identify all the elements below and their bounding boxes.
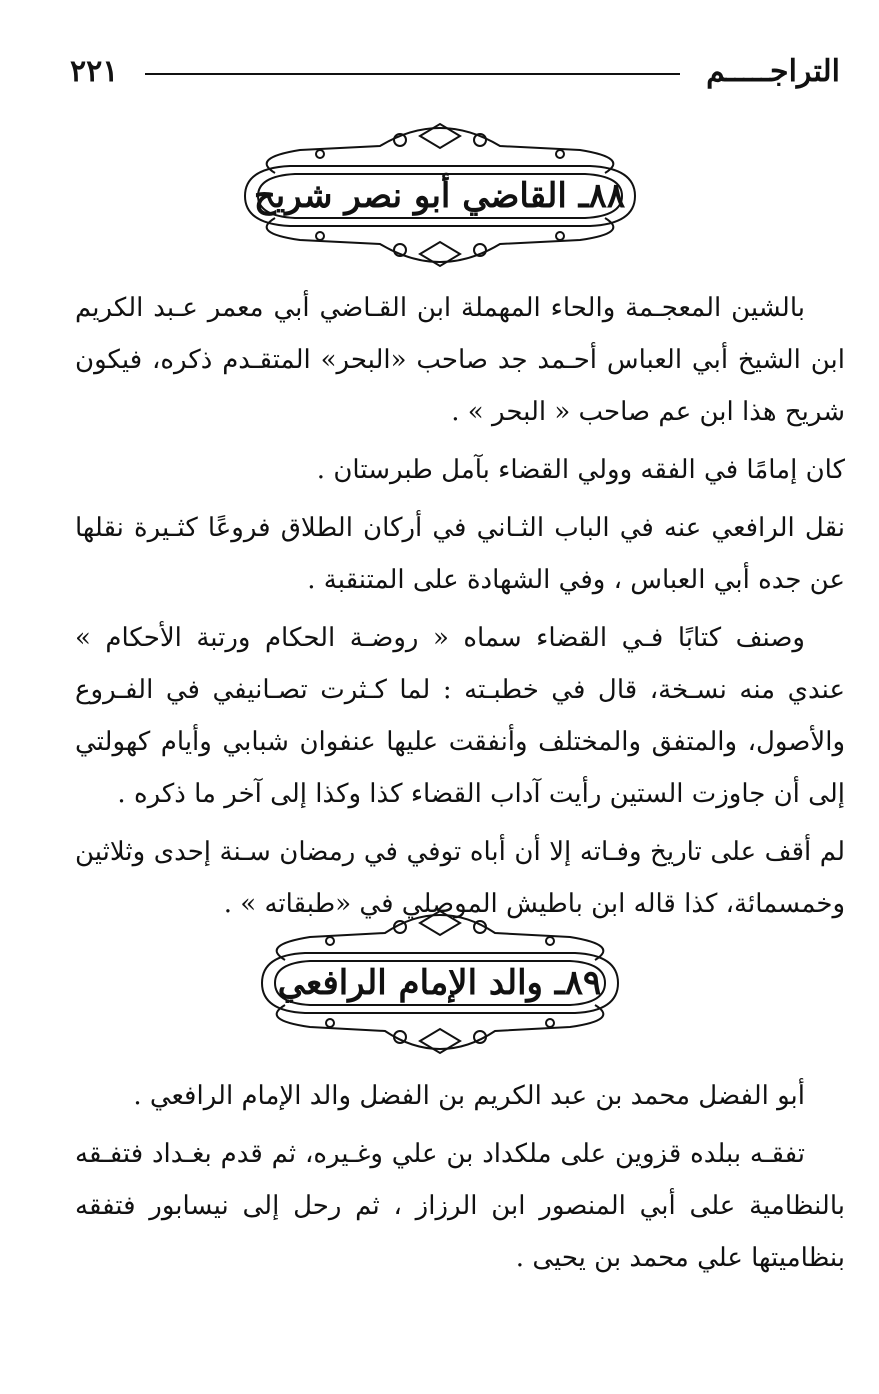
- entry-body-89: [75, 1070, 845, 1290]
- paragraph: لم أقف على تاريخ وفـاته إلا أن أباه توفي في رمضان سـنة إحدى وثلاثين وخمسمائة، كذا قاله ابن باطيش الموصلي في «طبقاته » .: [75, 837, 845, 919]
- paragraph: بالشين المعجـمة والحاء المهملة ابن القـاضي أبي معمر عـبد الكريم ابن الشيخ أبي العباس أحـمد جد صاحب «البحر» المتقـدم ذكره، فيكون شريح هذا ابن عم صاحب « البحر » .: [75, 293, 845, 427]
- running-title: التراجـــــم: [706, 54, 840, 89]
- entry-title-frame-88: [0, 118, 879, 268]
- page-header: [70, 52, 840, 96]
- entry-title: ٨٩ـ والد الإمام الرافعي: [277, 963, 602, 1003]
- entry-title-frame-89: [0, 905, 879, 1055]
- paragraph: أبو الفضل محمد بن عبد الكريم بن الفضل والد الإمام الرافعي .: [133, 1081, 805, 1111]
- header-rule: [145, 73, 680, 75]
- paragraph: نقل الرافعي عنه في الباب الثـاني في أركان الطلاق فروعًا كثـيرة نقلها عن جده أبي العباس ، وفي الشهادة على المتنقبة .: [75, 513, 846, 595]
- entry-body-88: [75, 282, 845, 936]
- paragraph: تفقـه ببلده قزوين على ملكداد بن علي وغـيره، ثم قدم بغـداد فتفـقه بالنظامية على أبي المنصور ابن الرزاز ، ثم رحل إلى نيسابور فتفقه بنظاميتها علي محمد بن يحيى .: [75, 1139, 845, 1273]
- page-number: ٢٢١: [70, 54, 119, 89]
- entry-title: ٨٨ـ القاضي أبو نصر شريح: [253, 176, 626, 216]
- paragraph: وصنف كتابًا فـي القضاء سماه « روضـة الحكام ورتبة الأحكام » عندي منه نسـخة، قال في خطبـته : لما كـثرت تصـانيفي في الفـروع والأصول، والمتفق والمختلف وأنفقت عليها عنفوان شبابي وأيام كهولتي إلى أن جاوزت الستين رأيت آداب القضاء كذا وكذا إلى آخر ما ذكره .: [75, 623, 845, 809]
- paragraph: كان إمامًا في الفقه وولي القضاء بآمل طبرستان .: [316, 455, 845, 485]
